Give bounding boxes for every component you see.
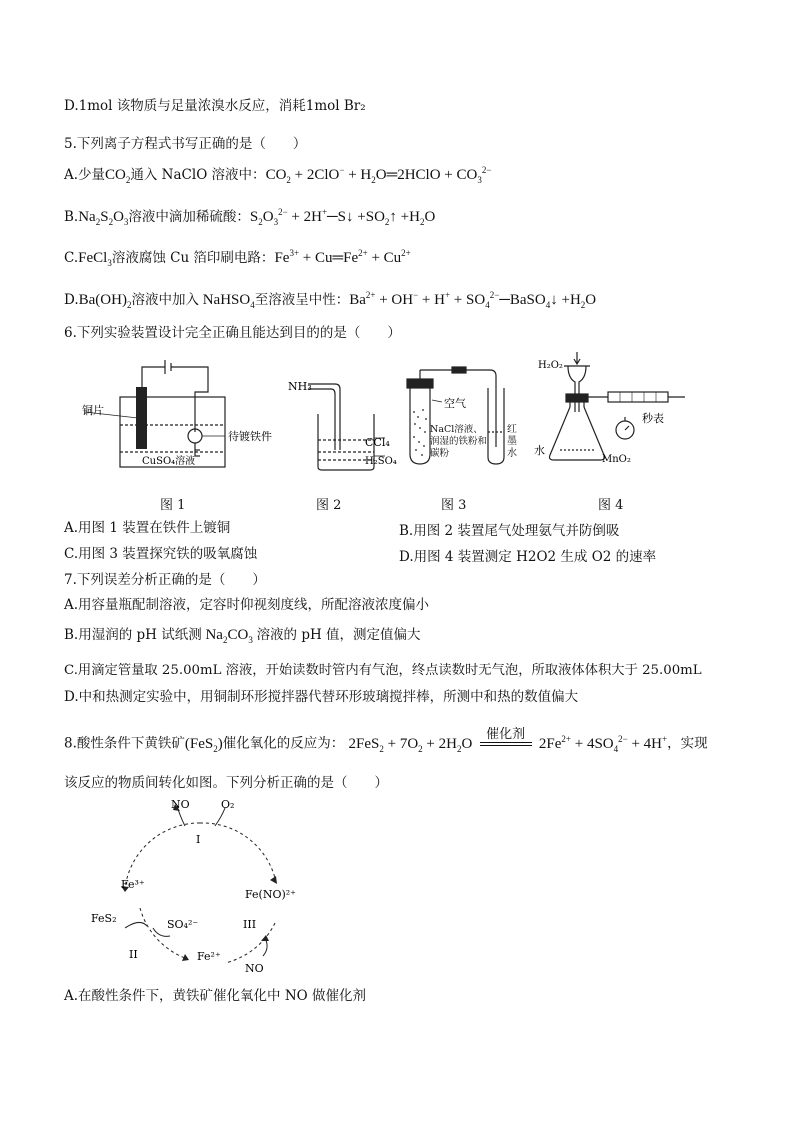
cycle-no: NO: [171, 798, 190, 811]
q5-d-mid: 溶液中加入: [131, 292, 199, 308]
cycle-fe-no: Fe(NO)²⁺: [245, 888, 296, 901]
fig3-caption: 图 3: [441, 498, 467, 513]
cycle-step-ii: II: [129, 948, 138, 961]
fig4-water: 水: [534, 444, 545, 457]
q5-b-mid: 溶液中滴加稀硫酸：: [128, 209, 250, 225]
fig3-content: NaCl溶液、润湿的铁粉和碳粉: [430, 424, 488, 459]
q5-c-mid: 溶液腐蚀 Cu 箔印刷电路：: [111, 250, 275, 266]
fig1-label-left: 铜片: [82, 404, 104, 417]
q5-c-prefix: C.: [64, 250, 79, 266]
q5-a-equation: $CO_2 + 2ClO^-$ + $H_2O═2HClO + CO_3^{2-}$: [265, 165, 492, 185]
fig4-timer: 秒表: [642, 412, 664, 425]
q6-option-d: D.用图 4 装置测定 H2O2 生成 O2 的速率: [399, 549, 657, 565]
q8-stem-pre: 8.酸性条件下黄铁矿: [64, 735, 185, 752]
q7-option-d: D.中和热测定实验中，用铜制环形搅拌器代替环形玻璃搅拌棒，所测中和热的数值偏大: [64, 689, 579, 705]
cycle-fes2: FeS₂: [91, 912, 117, 925]
q6-option-c: C.用图 3 装置探究铁的吸氧腐蚀: [64, 546, 258, 562]
q6-option-a: A.用图 1 装置在铁件上镀铜: [64, 520, 231, 536]
q4-option-d: [64, 97, 366, 115]
q5-option-b: $B.Na_2S_2O_3$溶液中滴加稀硫酸：$S_2O_3^{2-}$ + 2H+─S↓ $+SO_2↑ +H_2O$: [64, 207, 436, 227]
q7-option-a: A.用容量瓶配制溶液，定容时仰视刻度线，所配溶液浓度偏小: [64, 597, 430, 613]
q5-option-c: C.FeCl$_3$溶液腐蚀 Cu 箔印刷电路：$Fe^{3+}$ + $Cu═Fe^{2+} + Cu^{2+}$: [64, 248, 411, 268]
q7-b-prefix: B.用湿润的 pH 试纸测: [64, 627, 202, 643]
q7-stem: 7.下列误差分析正确的是（ ）: [64, 572, 266, 588]
cycle-so4: SO₄²⁻: [167, 918, 199, 931]
fig1-solution: CuSO₄溶液: [142, 456, 196, 467]
q5-option-d: $D.Ba(OH)_2$溶液中加入 NaHSO$_4$至溶液呈中性：$Ba^{2+} + OH^- + H^+$ + $SO_4^{2-}─BaSO_4↓ +H_2O$: [64, 290, 597, 310]
fig2-caption: 图 2: [316, 498, 342, 513]
q7-b-post: 溶液的 pH 值，测定值偏大: [256, 627, 421, 643]
q8-stem-post: ，实现: [667, 735, 708, 752]
q5-stem: 5.下列离子方程式书写正确的是（ ）: [64, 136, 307, 152]
fig1-caption: 图 1: [160, 498, 186, 513]
q5-c-equation: $Fe^{3+}$ + $Cu═Fe^{2+} + Cu^{2+}$: [274, 248, 411, 266]
q5-b-prefix: B.: [64, 209, 79, 225]
q5-a-mid: 通入 NaClO 溶液中：: [130, 167, 266, 183]
q8-cycle-diagram: [85, 798, 315, 978]
cycle-fe2: Fe²⁺: [197, 950, 221, 963]
fig1-apparatus: [85, 360, 225, 467]
fig4-caption: 图 4: [598, 498, 624, 513]
q5-a-prefix: A.少量: [64, 167, 106, 183]
fig3-ink: 红墨水: [507, 424, 517, 459]
q7-option-c: C.用滴定管量取 25.00mL 溶液，开始读数时管内有气泡，终点读数时无气泡，所取液体体积大于 25.00mL: [64, 663, 702, 678]
q4-option-d-text: D.1mol 该物质与足量浓溴水反应，消耗1mol Br₂: [64, 98, 366, 114]
q5-option-a: A.少量$CO_2$通入 NaClO 溶液中：$CO_2 + 2ClO^-$ + $H_2O═2HClO + CO_3^{2-}$: [64, 165, 492, 185]
q8-option-a: A.在酸性条件下，黄铁矿催化氧化中 NO 做催化剂: [64, 988, 367, 1004]
q8-catalyst: 催化剂: [486, 727, 526, 742]
fig2-bottom-liquid: H₂SO₄: [365, 456, 397, 467]
q5-d-equation: $Ba^{2+} + OH^- + H^+$ + $SO_4^{2-}─BaSO_4↓ +H_2O$: [349, 290, 597, 310]
q6-stem: 6.下列实验装置设计完全正确且能达到目的的是（ ）: [64, 325, 401, 341]
q6-option-b: B.用图 2 装置尾气处理氨气并防倒吸: [399, 523, 620, 539]
q6-figures: [60, 352, 750, 487]
q5-d-mid2: 至溶液呈中性：: [254, 292, 350, 308]
fig2-gas: NH₃: [288, 380, 312, 393]
q8-stem-line1: 8.酸性条件下黄铁矿(FeS$_2$)催化氧化的反应为： $2FeS_2 + 7O_2 + 2H_2O$ 催化剂 $2Fe^{2+} + 4SO_4^{2-} + 4H^+$，实现: [64, 727, 708, 754]
cycle-o2: O₂: [221, 798, 235, 811]
q5-b-equation: $S_2O_3^{2-}$ + 2H+─S↓ $+SO_2↑ +H_2O$: [249, 207, 436, 227]
q8-stem-line2: 该反应的物质间转化如图。下列分析正确的是（ ）: [64, 775, 388, 791]
fig2-top-liquid: CCl₄: [365, 436, 390, 449]
q5-d-prefix: D.: [64, 292, 79, 308]
fig4-apparatus: [550, 352, 686, 460]
fig4-reagent: H₂O₂: [538, 360, 563, 371]
cycle-step-iii: III: [243, 918, 257, 931]
fig4-catalyst: MnO₂: [602, 454, 631, 465]
fig1-label-right: 待镀铁件: [228, 430, 272, 443]
cycle-step-i: I: [196, 833, 201, 846]
fig3-air: 空气: [444, 397, 466, 410]
q7-option-b: B.用湿润的 pH 试纸测 $Na_2CO_3$ 溶液的 pH 值，测定值偏大: [64, 627, 421, 645]
cycle-fe3: Fe³⁺: [121, 878, 145, 891]
q8-stem-mid: 催化氧化的反应为：: [222, 735, 345, 752]
cycle-no-in: NO: [245, 962, 264, 975]
